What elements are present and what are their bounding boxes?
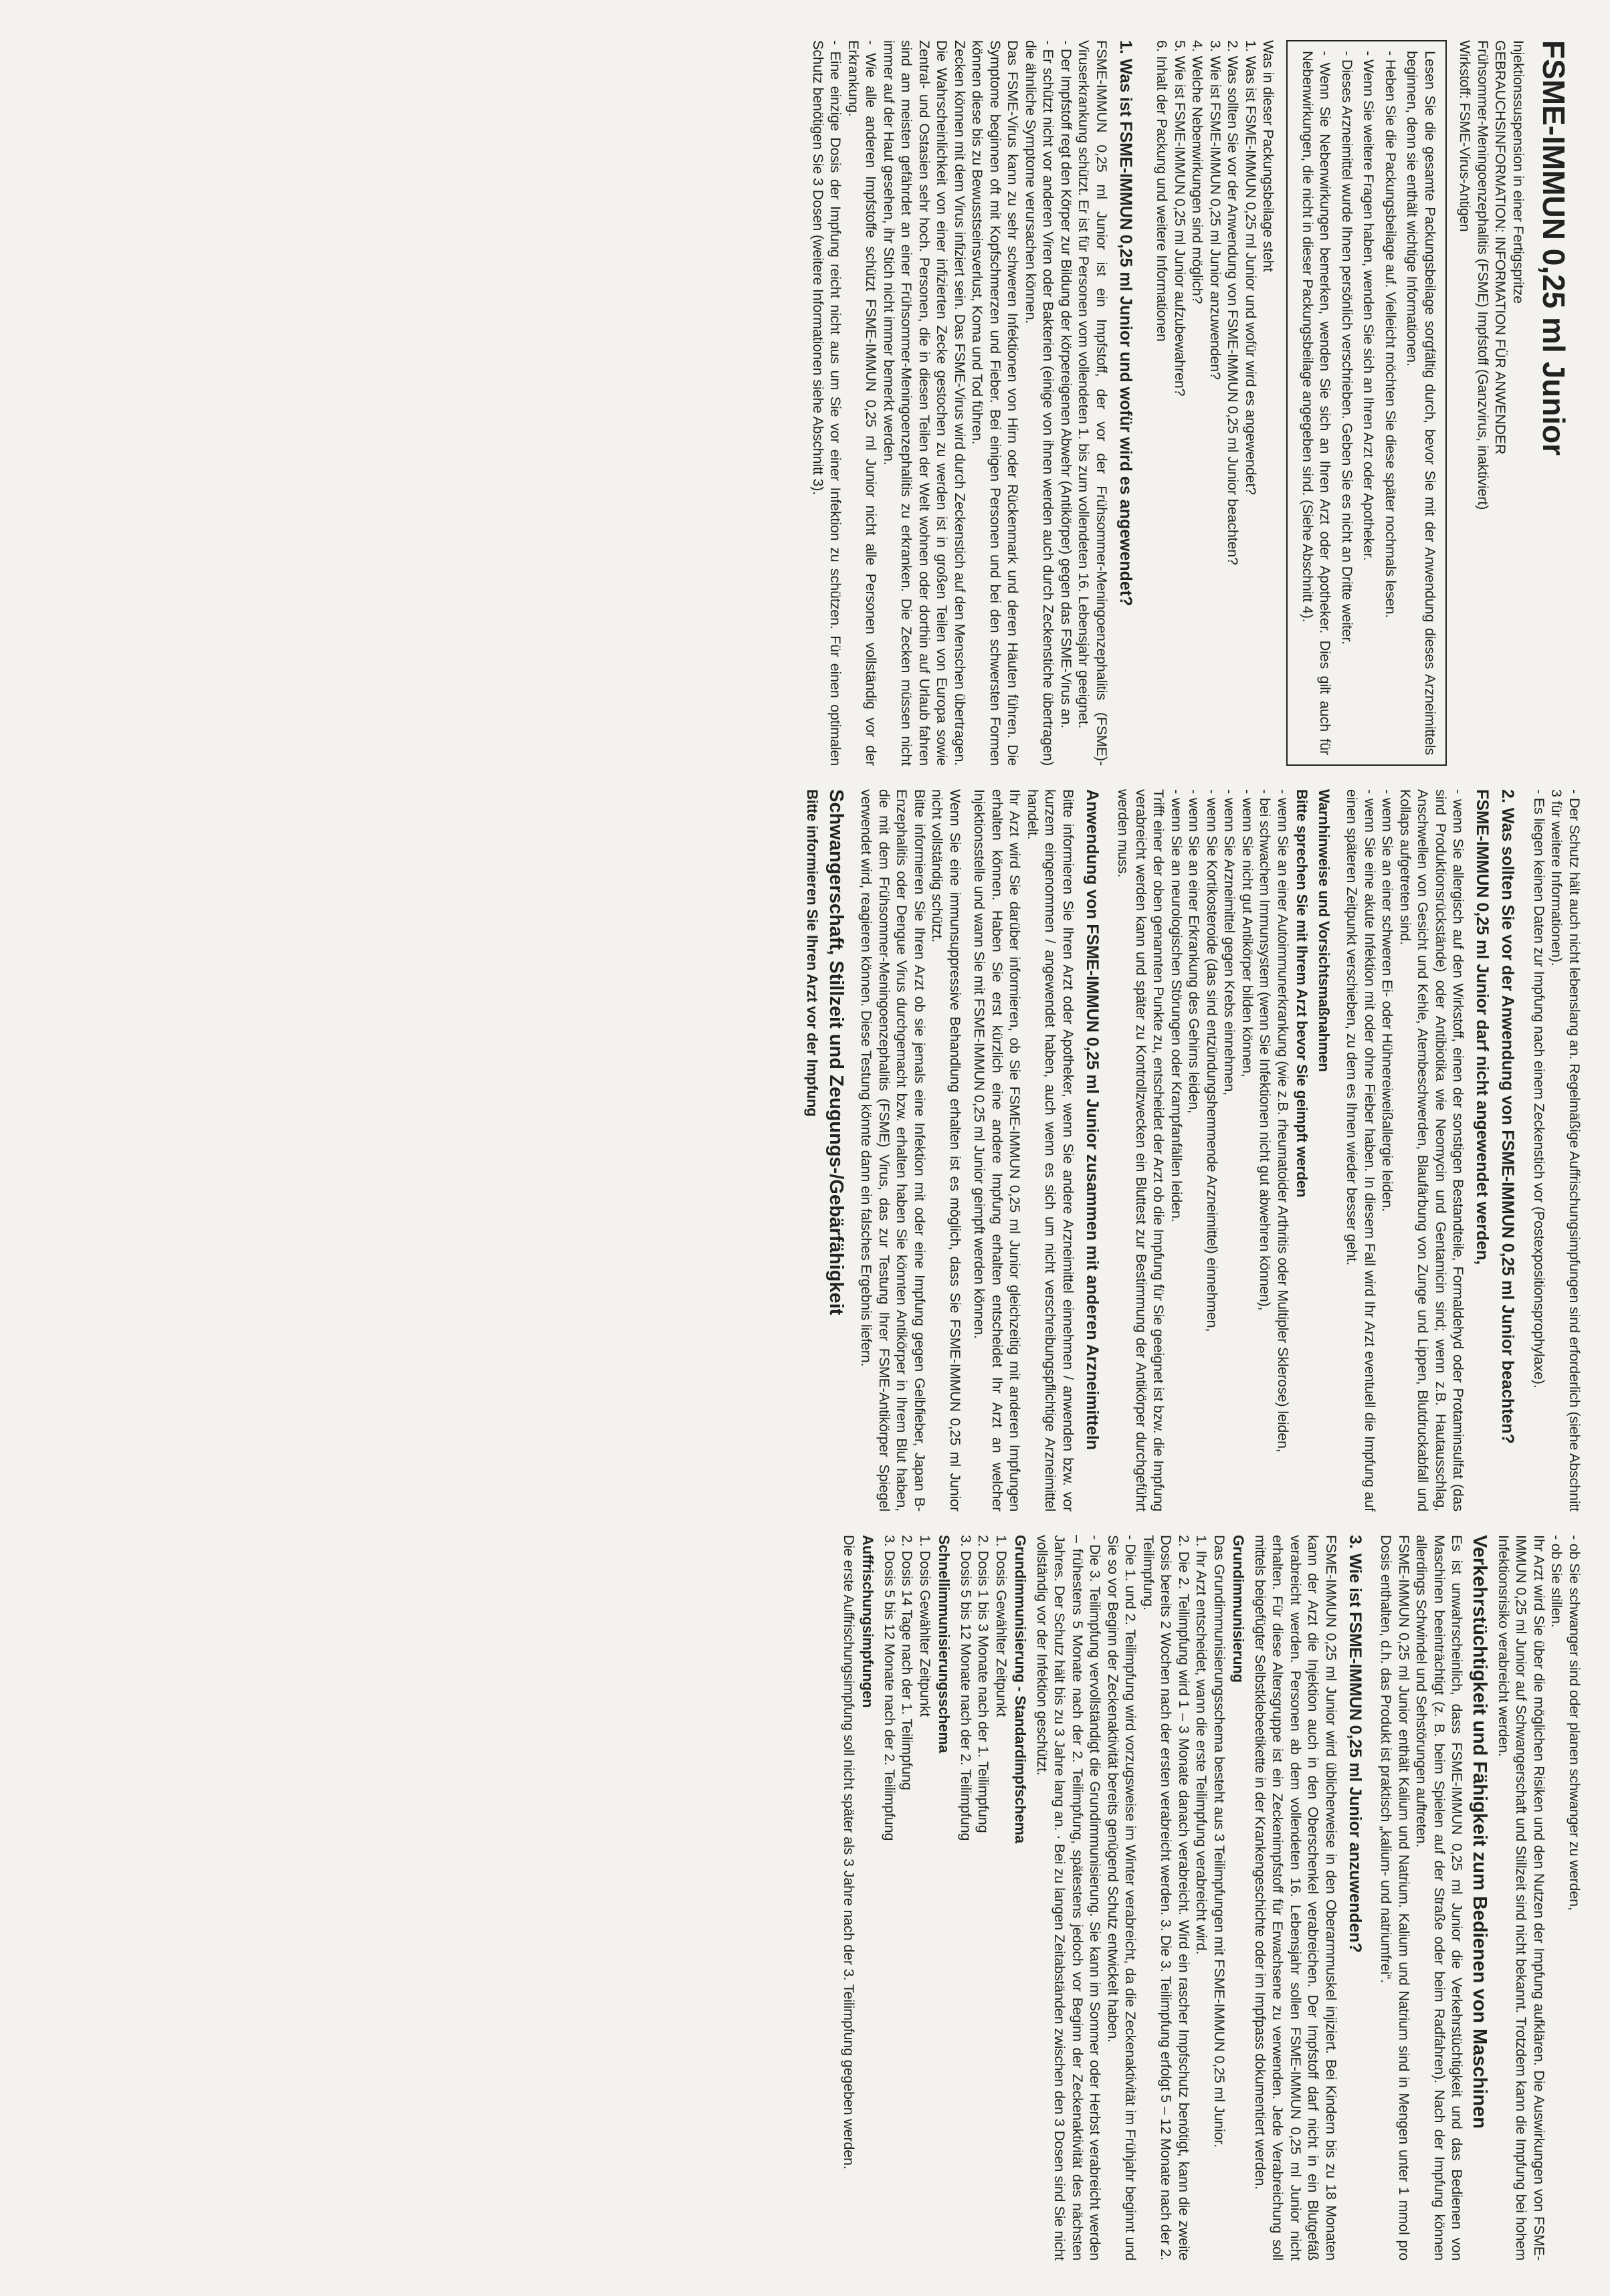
toc-item: 1. Was ist FSME-IMMUN 0,25 ml Junior und wofür wird es angewendet? xyxy=(1243,40,1259,495)
section-1-paragraph: - Wie alle anderen Impfstoffe schützt FSME-IMMUN 0,25 ml Junior nicht alle Personen vollständig vor der Erkrankung. xyxy=(845,40,880,766)
basic-immunization-heading: Grundimmunisierung xyxy=(1230,1535,1247,1683)
standard-schedule-list xyxy=(957,1535,1011,2261)
booster-paragraph: Die erste Auffrischungsimpfung soll nicht später als 3 Jahre nach der 3. Teilimpfung gegeben werden. xyxy=(841,1535,857,2170)
schedule-item: 3. Dosis 5 bis 12 Monate nach der 2. Teilimpfung xyxy=(882,1535,898,1841)
rapid-schedule-list xyxy=(881,1535,934,2261)
pregnancy-heading: Schwangerschaft, Stillzeit und Zeugungs-/Gebärfähigkeit xyxy=(825,789,847,1316)
not-used-item: - wenn Sie eine akute Infektion mit oder ohne Fieber haben. In diesem Fall wird Ihr Arzt eventuell die Impfung auf einen späteren Zeitpunkt verschieben, zu dem es Ihnen wieder besser geht. xyxy=(1344,789,1378,1511)
table-of-contents xyxy=(1153,40,1278,766)
driving-paragraph: FSME-IMMUN 0,25 ml Junior enthält Kalium und Natrium. Kalium und Natrium sind in Mengen unter 1 mmol pro Dosis enthalten, d.h. das Produkt ist praktisch „kalium- und natriumfrei“. xyxy=(1378,1535,1412,2261)
interaction-paragraph: Ihr Arzt wird Sie darüber informieren, ob Sie FSME-IMMUN 0,25 ml Junior gleichzeitig mit anderen Impfungen erhalten können. Haben Sie erst kürzlich eine andere Impfung erhalten entscheidet Ihr Arzt an welcher Injektionsstelle und wann Sie mit FSME-IMMUN 0,25 ml Junior geimpft werden können. xyxy=(971,789,1023,1511)
schedule-item: 1. Dosis Gewählter Zeitpunkt xyxy=(993,1535,1009,1717)
warnings-item: - wenn Sie an einer Erkrankung des Gehirns leiden, xyxy=(1186,789,1203,1114)
basic-paragraph: 2. Die 2. Teilimpfung wird 1 – 3 Monate danach verabreicht. Wird ein rascher Impfschutz benötigt, kann die zweite Dosis bereits 2 Wochen nach der ersten verabreicht werden. 3. Die 3. Teilimpfung erfolgt 5 – 12 Monate nach der 2. Teilimpfung. xyxy=(1140,1535,1192,2261)
toc-item: 4. Welche Nebenwirkungen sind möglich? xyxy=(1189,40,1206,304)
section-1-heading: 1. Was ist FSME-IMMUN 0,25 ml Junior und wofür wird es angewendet? xyxy=(1116,40,1135,607)
schedule-item: 2. Dosis 14 Tage nach der 1. Teilimpfung xyxy=(899,1535,916,1790)
warnings-subheading: Bitte sprechen Sie mit Ihrem Arzt bevor Sie geimpft werden xyxy=(1294,789,1311,1198)
pregnancy-item: - ob Sie stillen. xyxy=(1548,1535,1565,1628)
box-paragraph: Lesen Sie die gesamte Packungsbeilage sorgfältig durch, bevor Sie mit der Anwendung dieses Arzneimittels beginnen, denn sie enthält wichtige Informationen. xyxy=(1404,51,1438,755)
basic-paragraph: - Die 3. Teilimpfung vervollständigt die Grundimmunisierung. Sie kann im Sommer oder Herbst verabreicht werden – frühestens 5 Monate nach der 2. Teilimpfung, spätestens jedoch vor Beginn der Zeckenaktivität des nächsten Jahres. Der Schutz hält bis zu 3 Jahre lang an. · Bei zu langen Zeitabständen zwischen den 3 Dosen sind Sie nicht vollständig vor der Infektion geschützt. xyxy=(1034,1535,1104,2261)
box-paragraph: - Wenn Sie Nebenwirkungen bemerken, wenden Sie sich an Ihren Arzt oder Apotheker. Dies gilt auch für Nebenwirkungen, die nicht in dieser Packungsbeilage angegeben sind. (Siehe Abschnitt 4). xyxy=(1300,51,1334,755)
column-3 xyxy=(840,1535,1584,2261)
subtitle-line: GEBRAUCHSINFORMATION: INFORMATION FÜR ANWENDER xyxy=(1492,40,1509,455)
section-1-paragraph: Das FSME-Virus kann zu sehr schweren Infektionen von Hirn oder Rückenmark und deren Häuten führen. Die Symptome beginnen oft mit Kopfschmerzen und Fieber. Bei einigen Personen und bei den schwersten Formen können diese bis zu Bewusstseinsverlust, Koma und Tod führen. xyxy=(969,40,1021,766)
subtitle-line: Frühsommer-Meningoenzephalitis (FSME) Impfstoff (Ganzvirus, inaktiviert) xyxy=(1475,40,1491,510)
basic-paragraph: Das Grundimmunisierungsschema besteht aus 3 Teilimpfungen mit FSME-IMMUN 0,25 ml Junior. xyxy=(1211,1535,1227,2148)
section-1-paragraph: - Eine einzige Dosis der Impfung reicht nicht aus um Sie vor einer Infektion zu schützen. Für einen optimalen Schutz benötigen Sie 3 Dosen (weitere Informationen siehe Abschnitt 3). xyxy=(810,40,844,766)
warnings-item: - wenn Sie Kortikosteroide (das sind entzündungshemmende Arzneimittel) einnehmen, xyxy=(1204,789,1220,1332)
intro-paragraph: - Der Schutz hält auch nicht lebenslang an. Regelmäßige Auffrischungsimpfungen sind erforderlich (siehe Abschnitt 3 für weitere Informationen). xyxy=(1548,789,1583,1511)
standard-schedule-heading: Grundimmunisierung - Standardimpfschema xyxy=(1012,1535,1029,1844)
pregnancy-paragraph: Ihr Arzt wird Sie über die möglichen Risiken und den Nutzen der Impfung aufklären. Die Auswirkungen von FSME-IMMUN 0,25 ml Junior auf Schwangerschaft und Stillzeit sind nicht bekannt. Trotzdem kann die Impfung bei hohem Infektionsrisiko verabreicht werden. xyxy=(1496,1535,1547,2261)
section-2-heading: 2. Was sollten Sie vor der Anwendung von FSME-IMMUN 0,25 ml Junior beachten? xyxy=(1498,789,1518,1444)
warnings-heading: Warnhinweise und Vorsichtsmaßnahmen xyxy=(1316,789,1332,1072)
warnings-paragraph: Trifft einer der oben genannten Punkte zu, entscheidet der Arzt ob die Impfung für Sie geeignet ist bzw. die Impfung verabreicht werden kann und später zu Kontrollzwecken ein Bluttest zur Bestimmung der Antikörper durchgeführt werden muss. xyxy=(1115,789,1167,1511)
basic-paragraph: - Die 1. und 2. Teilimpfung wird vorzugsweise im Winter verabreicht, da die Zeckenaktivität im Frühjahr beginnt und Sie so vor Beginn der Zeckenaktivität bereits genügend Schutz entwickelt haben. xyxy=(1105,1535,1139,2261)
warnings-item: - wenn Sie nicht gut Antikörper bilden können, xyxy=(1239,789,1255,1077)
warnings-item: - wenn Sie an einer Autoimmunerkrankung (wie z.B. rheumatoider Arthritis oder Multipler Sklerose) leiden, xyxy=(1275,789,1291,1453)
section-3-heading: 3. Wie ist FSME-IMMUN 0,25 ml Junior anzuwenden? xyxy=(1346,1535,1365,1953)
section-1-paragraph: - Er schützt nicht vor anderen Viren oder Bakterien (einige von ihnen werden auch durch Zeckenstiche übertragen) die ähnliche Symptome verursachen können. xyxy=(1023,40,1057,766)
rapid-schedule-heading: Schnellimmunisierungsschema xyxy=(936,1535,953,1754)
not-used-item: - wenn Sie allergisch auf den Wirkstoff, einen der sonstigen Bestandteile, Formaldehyd oder Protaminsulfat (das sind Produktionsrückstände) oder Antibiotika wie Neomycin und Gentamicin sind; wenn z.B. Hautausschlag, Anschwellen von Gesicht und Kehle, Atembeschwerden, Blaufärbung von Zunge und Lippen, Blutdruckabfall und Kollaps aufgetreten sind. xyxy=(1397,789,1467,1511)
toc-item: 3. Wie ist FSME-IMMUN 0,25 ml Junior anzuwenden? xyxy=(1207,40,1223,380)
pregnancy-items xyxy=(1548,1535,1583,2261)
driving-heading: Verkehrstüchtigkeit und Fähigkeit zum Bedienen von Maschinen xyxy=(1469,1535,1491,2129)
not-used-heading: FSME-IMMUN 0,25 ml Junior darf nicht angewendet werden, xyxy=(1473,789,1492,1265)
pregnancy-item: - ob Sie schwanger sind oder planen schwanger zu werden, xyxy=(1567,1535,1583,1911)
section-1-paragraph: Zecken können mit dem Virus infiziert sein. Das FSME-Virus wird durch Zeckenstich auf den Menschen übertragen. Die Wahrscheinlichkeit von einer infizierten Zecke gestochen zu werden ist in großen Teilen von Europa sowie Zentral- und Ostasien sehr hoch. Personen, die in diesen Teilen der Welt wohnen oder dorthin auf Urlaub fahren sind am meisten gefährdet an einer Frühsommer-Meningoenzephalitis zu erkranken. Die Zecken müssen nicht immer auf der Haut gesehen, ihr Stich nicht immer bemerkt werden. xyxy=(881,40,968,766)
column-2 xyxy=(802,789,1584,1511)
schedule-item: 2. Dosis 1 bis 3 Monate nach der 1. Teilimpfung xyxy=(975,1535,992,1833)
not-used-item: - wenn Sie an einer schweren Ei- oder Hühnereiweißallergie leiden. xyxy=(1379,789,1396,1212)
booster-heading: Auffrischungsimpfungen xyxy=(860,1535,877,1708)
subtitle-line: Injektionssuspension in einer Fertigspritze xyxy=(1510,40,1526,304)
schedule-item: 3. Dosis 5 bis 12 Monate nach der 2. Teilimpfung xyxy=(958,1535,974,1841)
interaction-heading: Anwendung von FSME-IMMUN 0,25 ml Junior zusammen mit anderen Arzneimitteln xyxy=(1083,789,1102,1451)
toc-heading: Was in dieser Packungsbeilage steht xyxy=(1260,40,1277,272)
box-paragraph: - Wenn Sie weitere Fragen haben, wenden Sie sich an Ihren Arzt oder Apotheker. xyxy=(1361,51,1377,561)
intro-paragraph: - Es liegen keinen Daten zur Impfung nach einem Zeckenstich vor (Postexpositionsprophylaxe). xyxy=(1531,789,1547,1388)
toc-item: 2. Was sollten Sie vor der Anwendung von FSME-IMMUN 0,25 ml Junior beachten? xyxy=(1225,40,1241,565)
pregnancy-subheading: Bitte informieren Sie Ihren Arzt vor der Impfung xyxy=(804,789,821,1117)
basic-paragraph: 1. Ihr Arzt entscheidet, wann die erste Teilimpfung verabreicht wird. xyxy=(1193,1535,1210,1955)
warnings-item: - wenn Sie Arzneimittel gegen Krebs einnehmen, xyxy=(1221,789,1238,1096)
read-carefully-box xyxy=(1287,40,1447,766)
box-paragraph: - Dieses Arzneimittel wurde Ihnen persönlich verschrieben. Geben Sie es nicht an Dritte weiter. xyxy=(1339,51,1355,645)
interaction-paragraph: Wenn Sie eine immunsuppressive Behandlung erhalten ist es möglich, dass Sie FSME-IMMUN 0,25 ml Junior nicht vollständig schützt. xyxy=(929,789,963,1511)
section-1-paragraph: FSME-IMMUN 0,25 ml Junior ist ein Impfstoff, der vor der Frühsommer-Meningoenzephalitis (FSME)-Viruserkrankung schützt. Er ist für Personen vom vollendeten 1. bis zum vollendeten 16. Lebensjahr geeignet. xyxy=(1076,40,1110,766)
box-paragraph: - Heben Sie die Packungsbeilage auf. Vielleicht möchten Sie diese später nochmals lesen. xyxy=(1383,51,1399,619)
subtitle-block xyxy=(1456,40,1527,766)
warnings-item: - bei schwachem Immunsystem (wenn Sie Infektionen nicht gut abwehren können), xyxy=(1257,789,1274,1311)
column-1 xyxy=(809,40,1572,766)
warnings-item: - wenn Sie an neurologischen Störungen oder Krampfanfällen leiden. xyxy=(1169,789,1185,1223)
section-3-paragraph: FSME-IMMUN 0,25 ml Junior wird üblicherweise in den Oberarmmuskel injiziert. Bei Kindern bis zu 18 Monaten kann der Arzt die Injektion auch in den Oberschenkel verabreichen. Der Impfstoff darf nicht in ein Blutgefäß verabreicht werden. Personen ab dem vollendeten 16. Lebensjahr sollen FSME-IMMUN 0,25 ml Junior nicht erhalten. Für diese Altersgruppe ist ein Zeckenimpfstoff für Erwachsene zu verwenden. Jede Verabreichung soll mittels beigefügter Selbstklebeetikette in der Krankengeschichte oder im Impfpass dokumentiert werden. xyxy=(1252,1535,1339,2261)
interaction-paragraph: Bitte informieren Sie Ihren Arzt oder Apotheker, wenn Sie andere Arzneimittel einnehmen / anwenden bzw. vor kurzem eingenommen / angewendet haben, auch wenn es sich um nicht verschreibungspflichtige Arzneimittel handelt. xyxy=(1025,789,1076,1511)
subtitle-line: Wirkstoff: FSME-Virus-Antigen xyxy=(1457,40,1474,232)
toc-item: 6. Inhalt der Packung und weitere Informationen xyxy=(1154,40,1171,342)
interaction-paragraph: Bitte informieren Sie Ihren Arzt ob sie jemals eine Infektion mit oder eine Impfung gegen Gelbfieber, Japan B-Enzephalitis oder Dengue Virus durchgemacht bzw. erhalten haben Sie könnten Antikörper in Ihrem Blut haben, die mit dem Frühsommer-Meningoenzephalitis (FSME) Virus, das zur Testung Ihrer FSME-Antikörper Spiegel verwendet wird, reagieren können. Diese Testung könnte dann ein falsches Ergebnis liefern. xyxy=(858,789,928,1511)
document-title: FSME-IMMUN 0,25 ml Junior xyxy=(1536,40,1571,456)
driving-paragraph: Es ist unwahrscheinlich, dass FSME-IMMUN 0,25 ml Junior die Verkehrstüchtigkeit und das Bedienen von Maschinen beeinträchtigt (z. B. beim Spielen auf der Straße oder beim Radfahren). Nach der Impfung können allerdings Schwindel und Sehstörungen auftreten. xyxy=(1413,1535,1466,2261)
toc-item: 5. Wie ist FSME-IMMUN 0,25 ml Junior aufzubewahren? xyxy=(1172,40,1188,397)
schedule-item: 1. Dosis Gewählter Zeitpunkt xyxy=(917,1535,933,1717)
section-1-paragraph: - Der Impfstoff regt den Körper zur Bildung der körpereigenen Abwehr (Antikörper) gegen das FSME-Virus an. xyxy=(1058,40,1074,728)
